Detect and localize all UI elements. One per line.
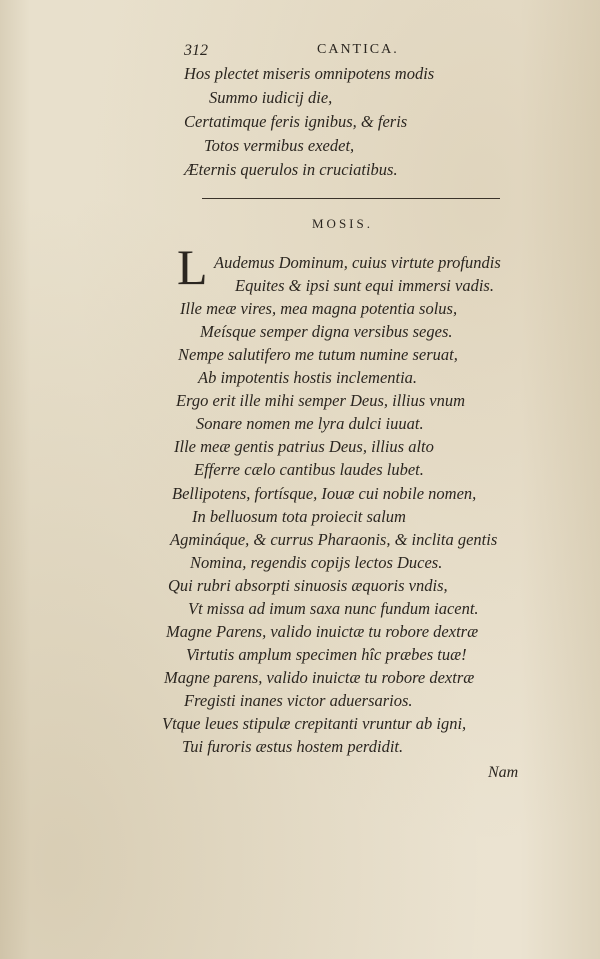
verse-line: Tui furoris æstus hostem perdidit. <box>182 737 404 756</box>
verse-line: In belluosum tota proiecit salum <box>192 507 406 526</box>
drop-cap: L <box>177 239 208 295</box>
verse-line: Fregisti inanes victor aduersarios. <box>184 691 413 710</box>
verse-line: Ergo erit ille mihi semper Deus, illius vnum <box>176 391 466 410</box>
verse-line: Nempe salutifero me tutum numine seruat, <box>178 345 458 364</box>
verse-line: Sonare nomen me lyra dulci iuuat. <box>196 414 424 433</box>
page-number: 312 <box>184 42 208 59</box>
verse-line: Ille meæ vires, mea magna potentia solus, <box>180 299 458 318</box>
verse-line: Nomina, regendis copijs lectos Duces. <box>190 553 443 572</box>
verse-line: Certatimque feris ignibus, & feris <box>184 112 408 131</box>
verse-line: Summo iudicij die, <box>209 88 333 107</box>
verse-line: Totos vermibus exedet, <box>204 136 355 155</box>
catchword: Nam <box>488 764 519 781</box>
verse-line: Magne Parens, valido inuictæ tu robore dextræ <box>166 622 479 641</box>
verse-line: Audemus Dominum, cuius virtute profundis <box>214 253 501 272</box>
verse-line: Agmináque, & currus Pharaonis, & inclita gentis <box>170 530 498 549</box>
verse-line: Hos plectet miseris omnipotens modis <box>184 64 435 83</box>
verse-line: Ab impotentis hostis inclementia. <box>198 368 418 387</box>
verse-line: Virtutis amplum specimen hîc præbes tuæ! <box>186 645 467 664</box>
verse-line: Qui rubri absorpti sinuosis æquoris vndis, <box>168 576 448 595</box>
verse-line: Meísque semper digna versibus seges. <box>200 322 453 341</box>
section-title: MOSIS. <box>312 216 373 231</box>
running-title: CANTICA. <box>317 42 399 57</box>
section-divider <box>202 198 500 199</box>
verse-line: Magne parens, valido inuictæ tu robore dextræ <box>164 668 475 687</box>
verse-line: Æternis querulos in cruciatibus. <box>184 160 398 179</box>
verse-line: Ille meæ gentis patrius Deus, illius alto <box>174 437 434 456</box>
verse-line: Efferre cælo cantibus laudes lubet. <box>194 460 424 479</box>
verse-line: Vtque leues stipulæ crepitanti vruntur ab igni, <box>162 714 467 733</box>
verse-line: Vt missa ad imum saxa nunc fundum iacent. <box>188 599 479 618</box>
verse-line: Bellipotens, fortísque, Iouæ cui nobile nomen, <box>172 484 477 503</box>
verse-line: Equites & ipsi sunt equi immersi vadis. <box>235 276 494 295</box>
